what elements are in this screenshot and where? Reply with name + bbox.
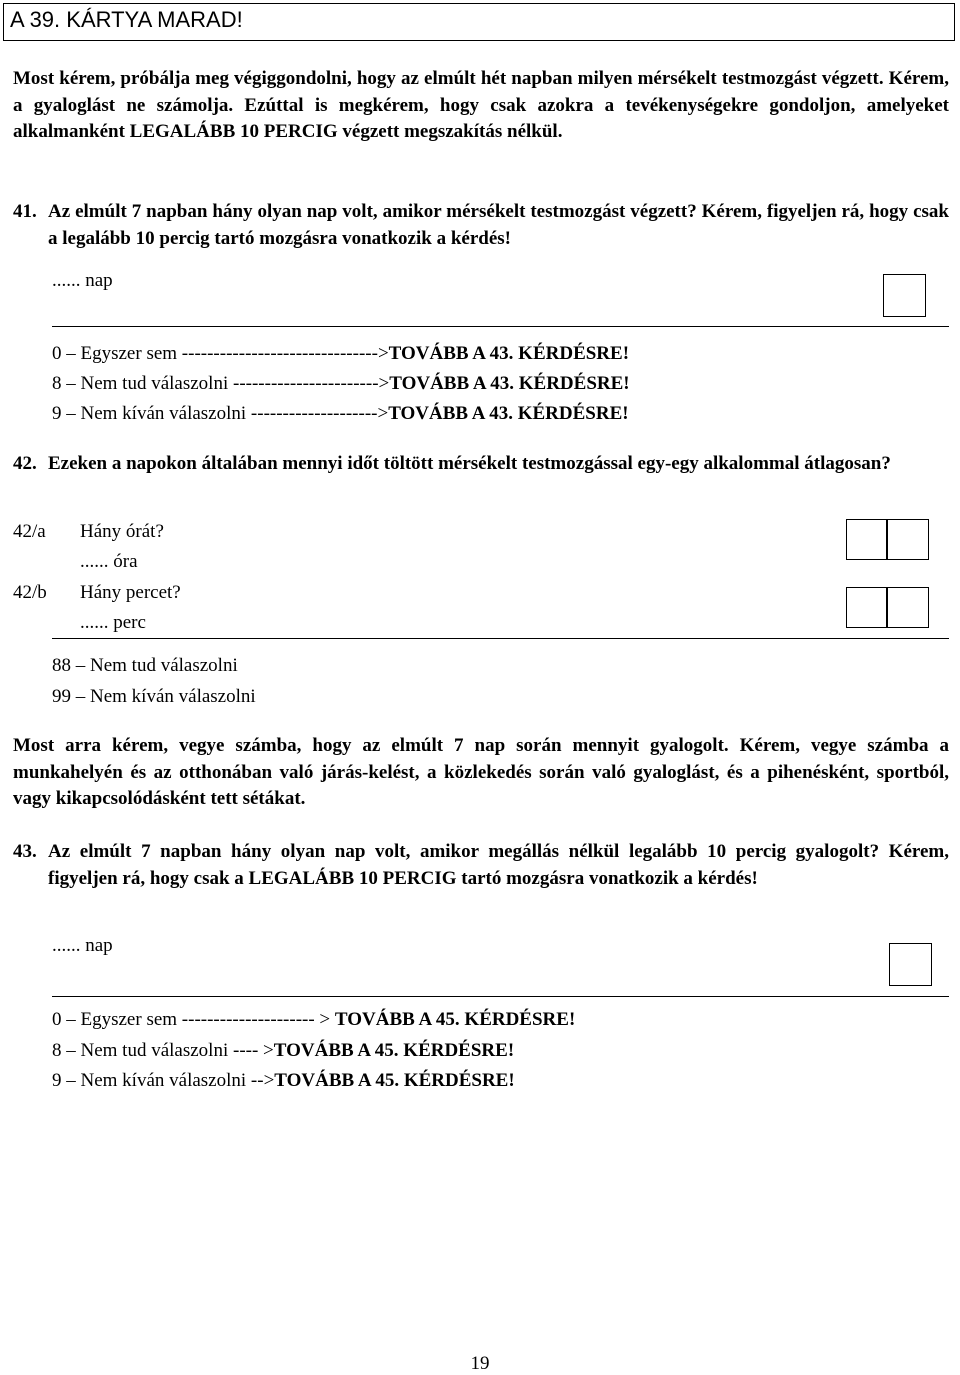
q43-option-9-text: 9 – Nem kíván válaszolni --> <box>52 1070 275 1091</box>
q43-divider <box>52 996 949 997</box>
q41-option-0-text: 0 – Egyszer sem -------------------------------> <box>52 343 389 364</box>
q42a-hours-box-1[interactable] <box>846 519 888 560</box>
q41-option-0-skip: TOVÁBB A 43. KÉRDÉSRE! <box>388 343 630 364</box>
q41-answer-label: ...... nap <box>52 270 113 291</box>
q43-option-9-skip: TOVÁBB A 45. KÉRDÉSRE! <box>274 1070 515 1091</box>
q43-text: Az elmúlt 7 napban hány olyan nap volt, amikor megállás nélkül legalább 10 percig gyalogolt? Kérem, figyeljen rá, hogy csak a LEGALÁBB 10 PERCIG tartó mozgásra vonatkozik a kérdés! <box>48 841 949 889</box>
q42a-answer-label: ...... óra <box>80 551 138 572</box>
q43-option-8-skip: TOVÁBB A 45. KÉRDÉSRE! <box>273 1040 515 1061</box>
q42-option-99[interactable]: 99 – Nem kíván válaszolni <box>52 686 256 707</box>
q42b-answer-label: ...... perc <box>80 612 146 633</box>
q41-divider <box>52 326 949 327</box>
intro-paragraph-1: Most kérem, próbálja meg végiggondolni, hogy az elmúlt hét napban milyen mérsékelt testmozgást végzett. Kérem, a gyaloglást ne számolja. Ezúttal is megkérem, hogy csak azokra a tevékenységekre gondoljon, amelyeket alkalmanként LEGALÁBB 10 PERCIG végzett megszakítás nélkül. <box>13 68 949 142</box>
q41-option-9[interactable] <box>52 401 629 427</box>
q42-number: 42. <box>13 453 37 474</box>
q42b-minutes-box-1[interactable] <box>846 587 888 628</box>
q42a-question: Hány órát? <box>80 521 164 542</box>
q42b-minutes-box-2[interactable] <box>886 587 929 628</box>
q43-number: 43. <box>13 841 37 862</box>
q41-answer-box[interactable] <box>883 274 926 317</box>
q41-option-8-skip: TOVÁBB A 43. KÉRDÉSRE! <box>389 373 630 394</box>
q43-option-0-skip: TOVÁBB A 45. KÉRDÉSRE! <box>334 1009 576 1030</box>
q42a-hours-box-2[interactable] <box>886 519 929 560</box>
q41-option-9-skip: TOVÁBB A 43. KÉRDÉSRE! <box>388 403 629 424</box>
q43-option-8[interactable] <box>52 1038 514 1064</box>
q42-text: Ezeken a napokon általában mennyi időt töltött mérsékelt testmozgással egy-egy alkalommal átlagosan? <box>48 453 891 474</box>
q43-option-0[interactable] <box>52 1007 575 1033</box>
card-header-title: A 39. KÁRTYA MARAD! <box>10 7 243 32</box>
page-number: 19 <box>470 1353 490 1374</box>
q43-answer-label: ...... nap <box>52 935 113 956</box>
q42b-code: 42/b <box>13 582 47 603</box>
q41-option-8[interactable] <box>52 371 630 397</box>
q43-option-9[interactable] <box>52 1068 515 1094</box>
q41-option-0[interactable] <box>52 341 629 367</box>
intro-paragraph-2: Most arra kérem, vegye számba, hogy az elmúlt 7 nap során mennyit gyalogolt. Kérem, vegye számba a munkahelyén és az otthonában való járás-kelést, a közlekedés során való gyaloglást, és a pihenésként, sportból, vagy kikapcsolódásként tett sétákat. <box>13 735 949 809</box>
q41-text: Az elmúlt 7 napban hány olyan nap volt, amikor mérsékelt testmozgást végzett? Kérem, figyeljen rá, hogy csak a legalább 10 percig tartó mozgásra vonatkozik a kérdés! <box>48 201 949 249</box>
q42-option-88[interactable]: 88 – Nem tud válaszolni <box>52 655 238 676</box>
q41-number: 41. <box>13 201 37 222</box>
q42b-question: Hány percet? <box>80 582 181 603</box>
q43-option-8-text: 8 – Nem tud válaszolni ---- > <box>52 1040 274 1061</box>
q43-answer-box[interactable] <box>889 943 932 986</box>
q41-option-9-text: 9 – Nem kíván válaszolni --------------------> <box>52 403 389 424</box>
q42-divider <box>52 638 949 639</box>
q41-option-8-text: 8 – Nem tud válaszolni -----------------------> <box>52 373 390 394</box>
q42a-code: 42/a <box>13 521 46 542</box>
q43-option-0-text: 0 – Egyszer sem --------------------- > <box>52 1009 335 1030</box>
